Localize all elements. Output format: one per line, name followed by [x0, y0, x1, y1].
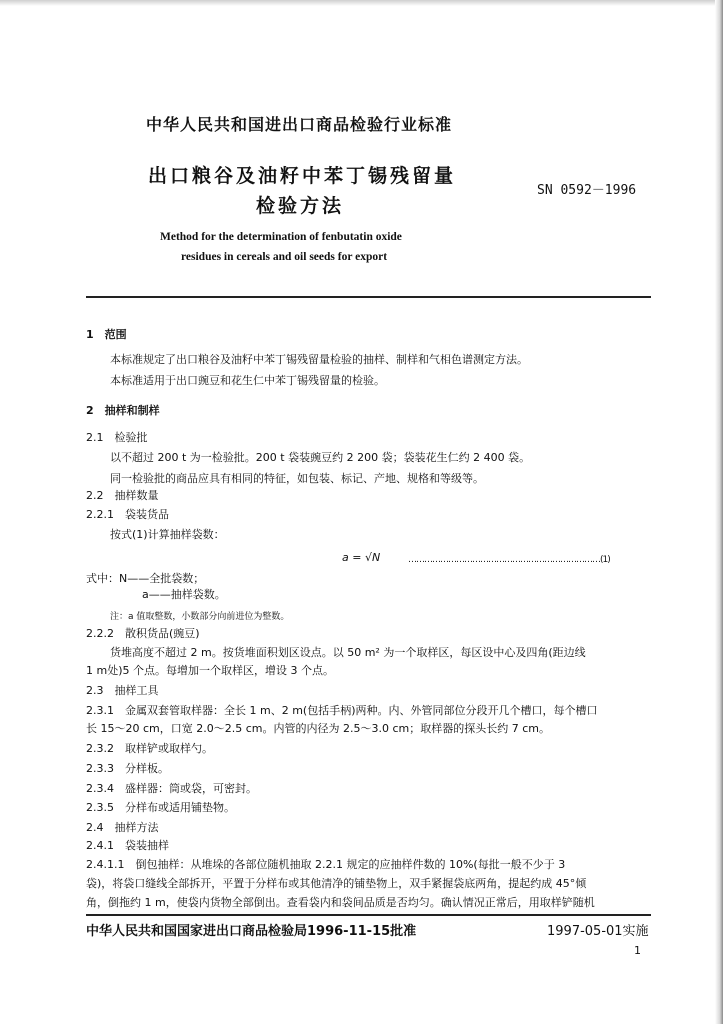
- subsection-heading: 2.2 抽样数量: [86, 489, 159, 502]
- note-line: 注：a 值取整数，小数部分向前进位为整数。: [110, 612, 290, 622]
- formula-number: ………………………………………………………………(1): [408, 555, 610, 565]
- paragraph-line: 式中：N——全批袋数；: [86, 572, 205, 585]
- paragraph-line: 货堆高度不超过 2 m。按货堆面积划区设点。以 50 m² 为一个取样区，每区设中心及四角(距边线: [110, 646, 586, 659]
- subsection-heading: 2.3 抽样工具: [86, 684, 159, 697]
- paragraph-line: 按式(1)计算抽样袋数：: [110, 528, 225, 541]
- standard-category-title: 中华人民共和国进出口商品检验行业标准: [146, 115, 453, 134]
- scan-top-edge: [0, 0, 723, 6]
- paragraph-line: 2.4.1.1 倒包抽样：从堆垛的各部位随机抽取 2.2.1 规定的应抽样件数的 10%(每批一般不少于 3: [86, 858, 566, 871]
- page-number: 1: [634, 944, 641, 957]
- paragraph-line: 袋)，将袋口缝线全部拆开，平置于分样布或其他清净的铺垫物上，双手紧握袋底两角，提起约成 45°倾: [86, 877, 587, 890]
- section-heading-1: 1 范围: [86, 328, 127, 341]
- approval-statement: 中华人民共和国国家进出口商品检验局1996-11-15批准: [86, 924, 417, 939]
- english-title-line1: Method for the determination of fenbutatin oxide: [160, 231, 402, 243]
- standard-code: SN 0592－1996: [537, 183, 637, 198]
- paragraph-line: a——抽样袋数。: [142, 588, 226, 601]
- subsection-heading: 2.4.1 袋装抽样: [86, 839, 169, 852]
- scan-right-edge: [715, 0, 723, 1024]
- english-title-line2: residues in cereals and oil seeds for export: [181, 251, 388, 263]
- subsection-heading: 2.1 检验批: [86, 431, 148, 444]
- formula: a = √N: [342, 551, 381, 564]
- subsection-heading: 2.2.2 散积货品(豌豆): [86, 627, 200, 640]
- paragraph-line: 角，倒拖约 1 m，使袋内货物全部倒出。查看袋内和袋间品质是否均匀。确认情况正常后，用取样铲随机: [86, 896, 595, 909]
- section-heading-2: 2 抽样和制样: [86, 404, 160, 417]
- paragraph-line: 本标准规定了出口粮谷及油籽中苯丁锡残留量检验的抽样、制样和气相色谱测定方法。: [110, 353, 528, 366]
- document-title-line1: 出口粮谷及油籽中苯丁锡残留量: [148, 165, 457, 187]
- subsection-heading: 2.3.2 取样铲或取样勺。: [86, 742, 213, 755]
- header-divider: [86, 296, 651, 298]
- paragraph-line: 1 m处)5 个点。每增加一个取样区，增设 3 个点。: [86, 664, 334, 677]
- subsection-heading: 2.3.3 分样板。: [86, 762, 169, 775]
- document-title-line2: 检验方法: [256, 195, 345, 217]
- paragraph-line: 以不超过 200 t 为一检验批。200 t 袋装豌豆约 2 200 袋；袋装花生仁约 2 400 袋。: [110, 451, 531, 464]
- subsection-heading: 2.2.1 袋装货品: [86, 508, 169, 521]
- subsection-heading: 2.3.4 盛样器：筒或袋，可密封。: [86, 782, 257, 795]
- paragraph-line: 长 15～20 cm，口宽 2.0～2.5 cm。内管的内径为 2.5～3.0 cm；取样器的探头长约 7 cm。: [86, 722, 550, 735]
- paragraph-line: 同一检验批的商品应具有相同的特征，如包装、标记、产地、规格和等级等。: [110, 472, 484, 485]
- subsection-heading: 2.3.5 分样布或适用铺垫物。: [86, 801, 235, 814]
- footer-divider: [86, 914, 651, 916]
- paragraph-line: 2.3.1 金属双套管取样器：全长 1 m、2 m(包括手柄)两种。内、外管同部位分段开几个槽口，每个槽口: [86, 704, 598, 717]
- subsection-heading: 2.4 抽样方法: [86, 821, 159, 834]
- paragraph-line: 本标准适用于出口豌豆和花生仁中苯丁锡残留量的检验。: [110, 374, 385, 387]
- implementation-date: 1997-05-01实施: [547, 924, 649, 939]
